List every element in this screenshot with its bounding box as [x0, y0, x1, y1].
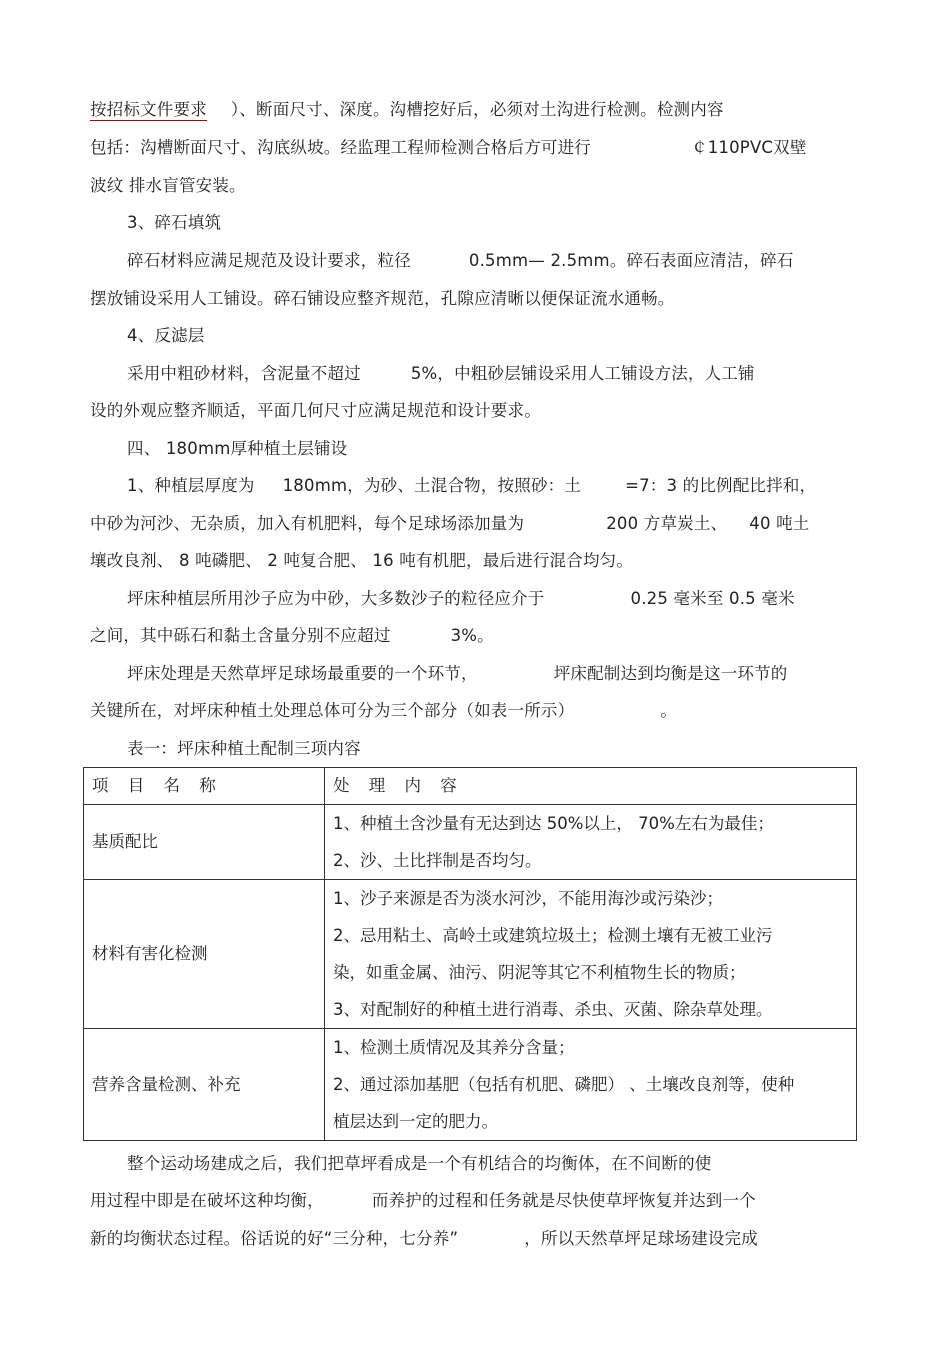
table-cell-name: 材料有害化检测	[84, 880, 325, 1029]
table-row	[84, 805, 857, 880]
list-item: 1、种植土含沙量有无达到达 50%以上， 70%左右为最佳；	[333, 814, 774, 833]
table-cell-content	[325, 1029, 857, 1141]
table-row	[84, 880, 857, 1029]
paragraph-line: 1、种植层厚度为 180mm，为砂、土混合物，按照砂：土 =7：3 的比例配比拌和，	[127, 476, 817, 495]
table-cell-name: 营养含量检测、补充	[84, 1029, 325, 1141]
table-caption: 表一：坪床种植土配制三项内容	[127, 739, 361, 758]
paragraph-line: 包括：沟槽断面尺寸、沟底纵坡。经监理工程师检测合格后方可进行 ￠110PVC双壁	[90, 138, 807, 157]
list-item: 2、忌用粘土、高岭土或建筑垃圾土；检测土壤有无被工业污	[333, 926, 773, 945]
paragraph-line: 整个运动场建成之后，我们把草坪看成是一个有机结合的均衡体，在不间断的使	[127, 1154, 712, 1173]
section-heading: 4、反滤层	[127, 326, 205, 345]
paragraph-line: 摆放铺设采用人工铺设。碎石铺设应整齐规范，孔隙应清晰以便保证流水通畅。	[90, 289, 675, 308]
list-item: 1、检测土质情况及其养分含量；	[333, 1038, 575, 1057]
table-cell-content	[325, 880, 857, 1029]
paragraph-line: 壤改良剂、 8 吨磷肥、 2 吨复合肥、 16 吨有机肥，最后进行混合均匀。	[90, 551, 634, 570]
table-header-row	[84, 768, 857, 805]
table-header-cell: 项 目 名 称	[84, 768, 325, 805]
paragraph-line: 波纹 排水盲管安装。	[90, 176, 246, 195]
paragraph-line: 坪床处理是天然草坪足球场最重要的一个环节， 坪床配制达到均衡是这一环节的	[127, 664, 788, 683]
paragraph-line: 中砂为河沙、无杂质，加入有机肥料，每个足球场添加量为 200 方草炭土、 40 吨土	[90, 514, 810, 533]
section-heading: 3、碎石填筑	[127, 213, 222, 232]
underlined-text: 按招标文件要求	[90, 100, 207, 119]
list-item: 2、通过添加基肥（包括有机肥、磷肥） 、土壤改良剂等，使种	[333, 1075, 795, 1094]
paragraph-line: 设的外观应整齐顺适，平面几何尺寸应满足规范和设计要求。	[90, 401, 541, 420]
list-item: 植层达到一定的肥力。	[333, 1112, 498, 1131]
paragraph-line: 碎石材料应满足规范及设计要求，粒径 0.5mm— 2.5mm。碎石表面应清洁，碎石	[127, 251, 794, 270]
section-heading: 四、 180mm厚种植土层铺设	[127, 439, 348, 458]
paragraph-line: 采用中粗砂材料，含泥量不超过 5%，中粗砂层铺设采用人工铺设方法，人工铺	[127, 364, 755, 383]
paragraph-line: 按招标文件要求 ）、断面尺寸、深度。沟槽挖好后，必须对土沟进行检测。检测内容	[90, 100, 724, 119]
list-item: 2、沙、土比拌制是否均匀。	[333, 851, 542, 870]
list-item: 染，如重金属、油污、阴泥等其它不利植物生长的物质；	[333, 963, 746, 982]
paragraph-line: 之间，其中砾石和黏土含量分别不应超过 3%。	[90, 626, 494, 645]
paragraph-line: 用过程中即是在破坏这种均衡， 而养护的过程和任务就是尽快使草坪恢复并达到一个	[90, 1191, 756, 1210]
list-item: 1、沙子来源是否为淡水河沙，不能用海沙或污染沙；	[333, 889, 723, 908]
paragraph-line: 坪床种植层所用沙子应为中砂，大多数沙子的粒径应介于 0.25 毫米至 0.5 毫米	[127, 589, 795, 608]
table-header-cell: 处 理 内 容	[325, 768, 857, 805]
list-item: 3、对配制好的种植土进行消毒、杀虫、灭菌、除杂草处理。	[333, 1000, 773, 1019]
table-row	[84, 1029, 857, 1141]
table-cell-name: 基质配比	[84, 805, 325, 880]
table-cell-content	[325, 805, 857, 880]
content-table	[83, 767, 857, 1141]
paragraph-line: 关键所在，对坪床种植土处理总体可分为三个部分（如表一所示） 。	[90, 701, 678, 720]
paragraph-line: 新的均衡状态过程。俗话说的好“三分种，七分养” ，所以天然草坪足球场建设完成	[90, 1229, 759, 1248]
